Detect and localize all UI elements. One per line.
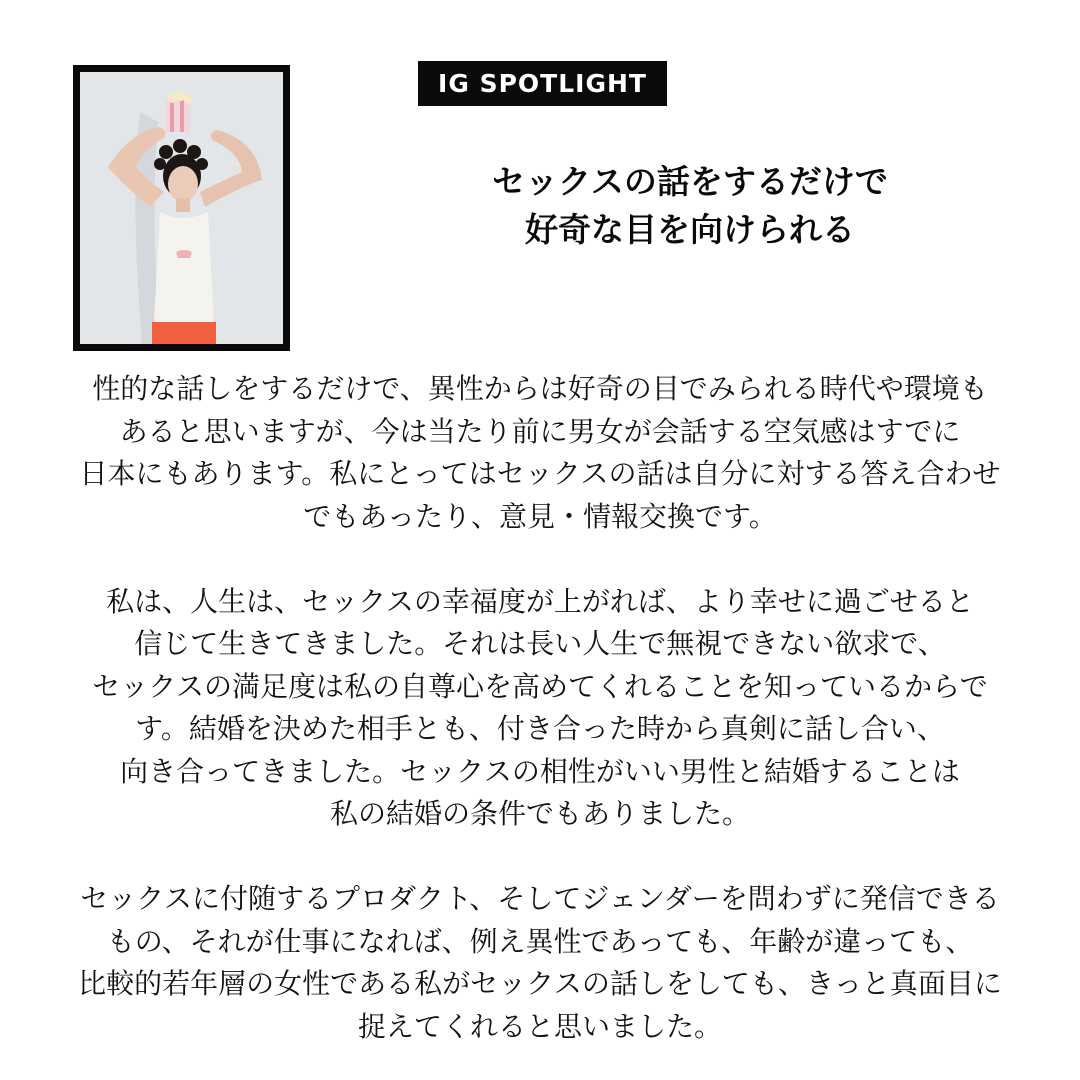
paragraph-line: 日本にもあります。私にとってはセックスの話は自分に対する答え合わせ bbox=[79, 457, 1001, 490]
paragraph-line: 私は、人生は、セックスの幸福度が上がれば、より幸せに過ごせると bbox=[106, 584, 974, 618]
paragraph-line: 性的な話しをするだけで、異性からは好奇の目でみられる時代や環境も bbox=[92, 372, 988, 405]
paragraph-line: セックスに付随するプロダクト、そしてジェンダーを問わずに発信できる bbox=[80, 882, 1000, 915]
portrait-photo bbox=[73, 65, 290, 351]
paragraph-line: す。結婚を決めた相手とも、付き合った時から真剣に話し合い、 bbox=[135, 712, 945, 745]
paragraph-line: 信じて生きてきました。それは長い人生で無視できない欲求で、 bbox=[134, 627, 946, 660]
headline-line: セックスの話をするだけで bbox=[492, 162, 888, 201]
paragraph-line: 比較的若年層の女性である私がセックスの話しをしても、きっと真面目に bbox=[78, 967, 1002, 1000]
headline bbox=[380, 158, 1000, 254]
paragraph-line: 捉えてくれると思いました。 bbox=[357, 1009, 722, 1043]
paragraph bbox=[20, 878, 1060, 1048]
paragraph-line: あると思いますが、今は当たり前に男女が会話する空気感はすでに bbox=[119, 414, 961, 448]
body-text bbox=[20, 368, 1060, 1048]
paragraph bbox=[20, 368, 1060, 538]
paragraph bbox=[20, 581, 1060, 836]
paragraph-line: でもあったり、意見・情報交換です。 bbox=[303, 499, 777, 533]
ig-spotlight-badge: IG SPOTLIGHT bbox=[418, 61, 667, 106]
portrait-photo-icon bbox=[80, 72, 283, 344]
headline-line: 好奇な目を向けられる bbox=[525, 210, 855, 249]
paragraph-line: 向き合ってきました。セックスの相性がいい男性と結婚することは bbox=[120, 754, 960, 788]
paragraph-line: もの、それが仕事になれば、例え異性であっても、年齢が違っても、 bbox=[106, 924, 974, 958]
paragraph-line: セックスの満足度は私の自尊心を高めてくれることを知っているからで bbox=[92, 669, 988, 703]
paragraph-line: 私の結婚の条件でもありました。 bbox=[329, 797, 750, 830]
